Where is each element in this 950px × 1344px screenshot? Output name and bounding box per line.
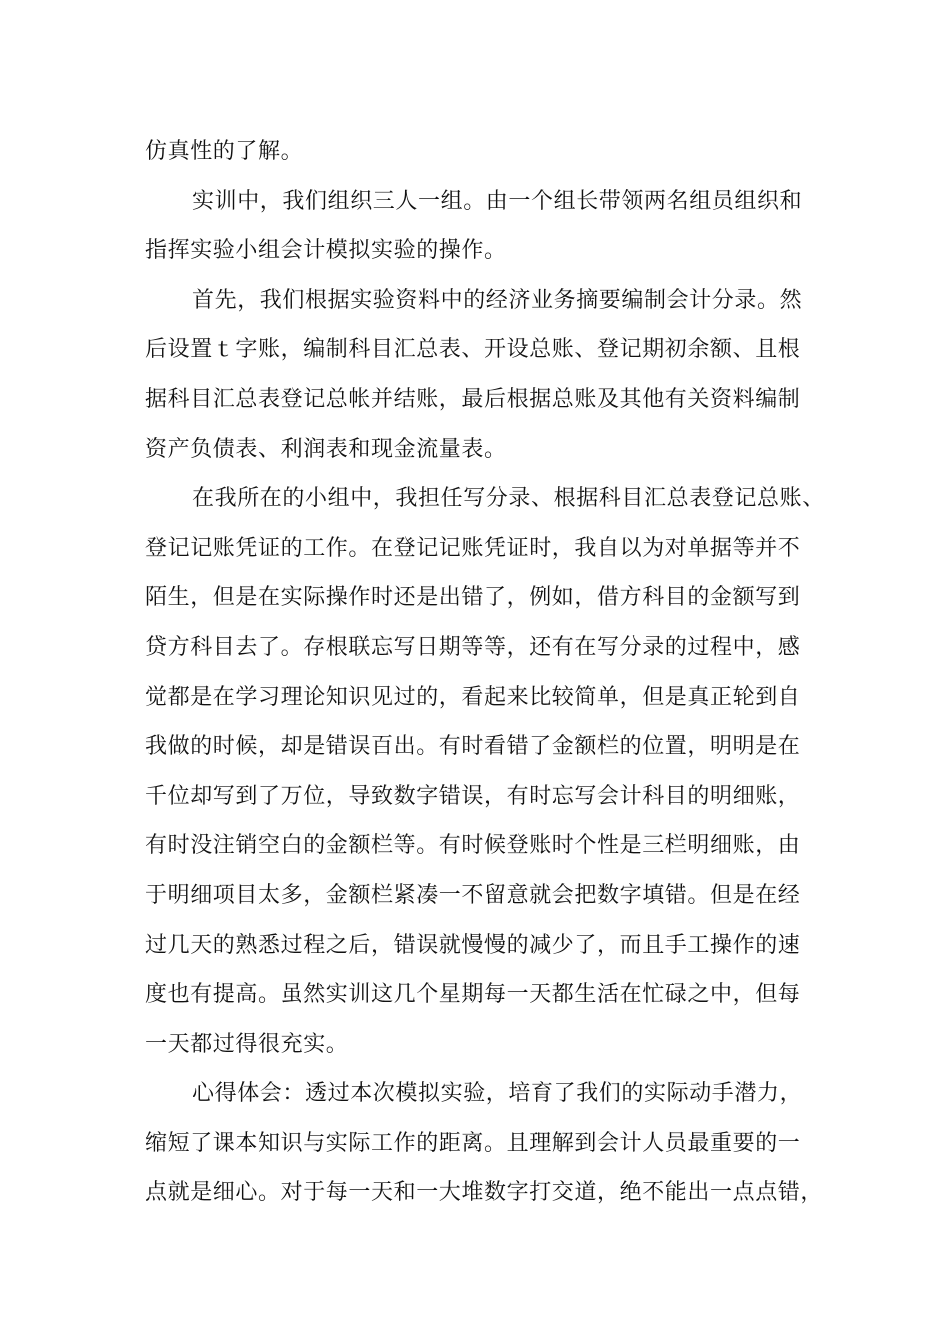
- text-line: 过几天的熟悉过程之后，错误就慢慢的减少了，而且手工操作的速: [145, 932, 801, 958]
- text-line: 指挥实验小组会计模拟实验的操作。: [145, 238, 507, 264]
- text-line: 心得体会：透过本次模拟实验，培育了我们的实际动手潜力，: [192, 1081, 803, 1107]
- text-line: 有时没注销空白的金额栏等。有时候登账时个性是三栏明细账，由: [145, 833, 801, 859]
- text-line: 度也有提高。虽然实训这几个星期每一天都生活在忙碌之中，但每: [145, 982, 801, 1008]
- document-body: [145, 127, 825, 1218]
- text-line: 千位却写到了万位，导致数字错误，有时忘写会计科目的明细账，: [145, 783, 801, 809]
- text-line: 资产负债表、利润表和现金流量表。: [145, 436, 507, 462]
- text-line: 觉都是在学习理论知识见过的，看起来比较简单，但是真正轮到自: [145, 684, 801, 710]
- text-line: 缩短了课本知识与实际工作的距离。且理解到会计人员最重要的一: [145, 1130, 801, 1156]
- text-line: 我做的时候，却是错误百出。有时看错了金额栏的位置，明明是在: [145, 734, 801, 760]
- text-line: 首先，我们根据实验资料中的经济业务摘要编制会计分录。然: [192, 287, 803, 313]
- text-line: 据科目汇总表登记总帐并结账，最后根据总账及其他有关资料编制: [145, 386, 801, 412]
- text-line: 后设置ｔ字账，编制科目汇总表、开设总账、登记期初余额、且根: [145, 337, 801, 363]
- text-line: 点就是细心。对于每一天和一大堆数字打交道，绝不能出一点点错，: [145, 1180, 824, 1206]
- text-line: 一天都过得很充实。: [145, 1031, 349, 1057]
- text-line: 实训中，我们组织三人一组。由一个组长带领两名组员组织和: [192, 188, 803, 214]
- text-line: 登记记账凭证的工作。在登记记账凭证时，我自以为对单据等并不: [145, 535, 801, 561]
- text-line: 于明细项目太多，金额栏紧凑一不留意就会把数字填错。但是在经: [145, 882, 801, 908]
- text-line: 仿真性的了解。: [145, 139, 304, 164]
- text-line: 陌生，但是在实际操作时还是出错了，例如，借方科目的金额写到: [145, 585, 801, 611]
- text-line: 在我所在的小组中，我担任写分录、根据科目汇总表登记总账、: [192, 486, 825, 512]
- text-line: 贷方科目去了。存根联忘写日期等等，还有在写分录的过程中，感: [145, 634, 801, 660]
